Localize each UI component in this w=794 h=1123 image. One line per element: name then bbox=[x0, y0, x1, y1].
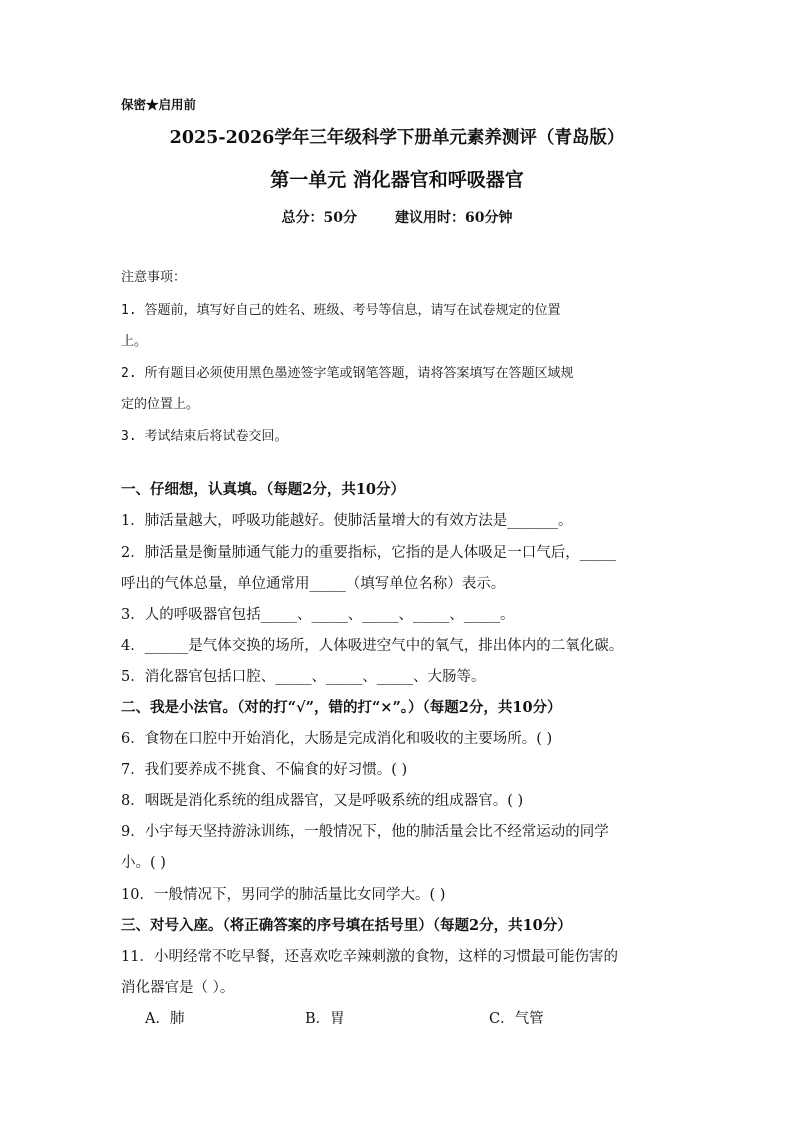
confidential-mark: 保密★启用前 bbox=[121, 97, 197, 112]
note-line: 1. 答题前，填写好自己的姓名、班级、考号等信息，请写在试卷规定的位置 bbox=[121, 303, 561, 318]
question-line: 5．消化器官包括口腔、_____、_____、_____、大肠等。 bbox=[121, 669, 486, 685]
option-b: B．胃 bbox=[305, 1011, 345, 1027]
suggested-time: 建议用时：60分钟 bbox=[395, 210, 513, 226]
section2-heading: 二、我是小法官。（对的打“√”，错的打“×”。）（每题2分，共10分） bbox=[121, 699, 562, 716]
question-line: 7．我们要养成不挑食、不偏食的好习惯。( ) bbox=[121, 762, 408, 778]
unit-subtitle: 第一单元 消化器官和呼吸器官 bbox=[270, 169, 524, 191]
option-c: C．气管 bbox=[489, 1011, 544, 1027]
note-line: 上。 bbox=[121, 334, 148, 349]
question-line: 11．小明经常不吃早餐，还喜欢吃辛辣刺激的食物，这样的习惯最可能伤害的 bbox=[121, 949, 618, 965]
question-line: 3．人的呼吸器官包括_____、_____、_____、_____、_____。 bbox=[121, 607, 515, 623]
question-line: 1．肺活量越大，呼吸功能越好。使肺活量增大的有效方法是_______。 bbox=[121, 513, 573, 529]
note-line: 2. 所有题目必须使用黑色墨迹签字笔或钢笔答题，请将答案填写在答题区域规 bbox=[121, 366, 574, 381]
notes-heading: 注意事项： bbox=[121, 270, 187, 285]
question-line: 10．一般情况下，男同学的肺活量比女同学大。( ) bbox=[121, 887, 446, 903]
question-line: 9．小宇每天坚持游泳训练，一般情况下，他的肺活量会比不经常运动的同学 bbox=[121, 824, 609, 840]
section1-heading: 一、仔细想，认真填。（每题2分，共10分） bbox=[121, 481, 406, 498]
question-line: 呼出的气体总量，单位通常用_____（填写单位名称）表示。 bbox=[121, 576, 506, 592]
total-score: 总分：50分 bbox=[281, 210, 357, 226]
section3-heading: 三、对号入座。（将正确答案的序号填在括号里）（每题2分，共10分） bbox=[121, 917, 572, 934]
question-line: 消化器官是（ ）。 bbox=[121, 980, 235, 996]
exam-title: 2025-2026学年三年级科学下册单元素养测评（青岛版） bbox=[169, 128, 625, 148]
question-line: 小。( ) bbox=[121, 855, 166, 871]
note-line: 定的位置上。 bbox=[121, 397, 200, 412]
score-time-line bbox=[0, 207, 794, 227]
question-line: 4．______是气体交换的场所，人体吸进空气中的氧气，排出体内的二氧化碳。 bbox=[121, 638, 624, 654]
question-line: 8．咽既是消化系统的组成器官，又是呼吸系统的组成器官。( ) bbox=[121, 793, 524, 809]
note-line: 3. 考试结束后将试卷交回。 bbox=[121, 429, 288, 444]
option-a: A．肺 bbox=[145, 1011, 185, 1027]
question-line: 6．食物在口腔中开始消化，大肠是完成消化和吸收的主要场所。( ) bbox=[121, 731, 553, 747]
question-line: 2．肺活量是衡量肺通气能力的重要指标，它指的是人体吸足一口气后，_____ bbox=[121, 545, 616, 561]
